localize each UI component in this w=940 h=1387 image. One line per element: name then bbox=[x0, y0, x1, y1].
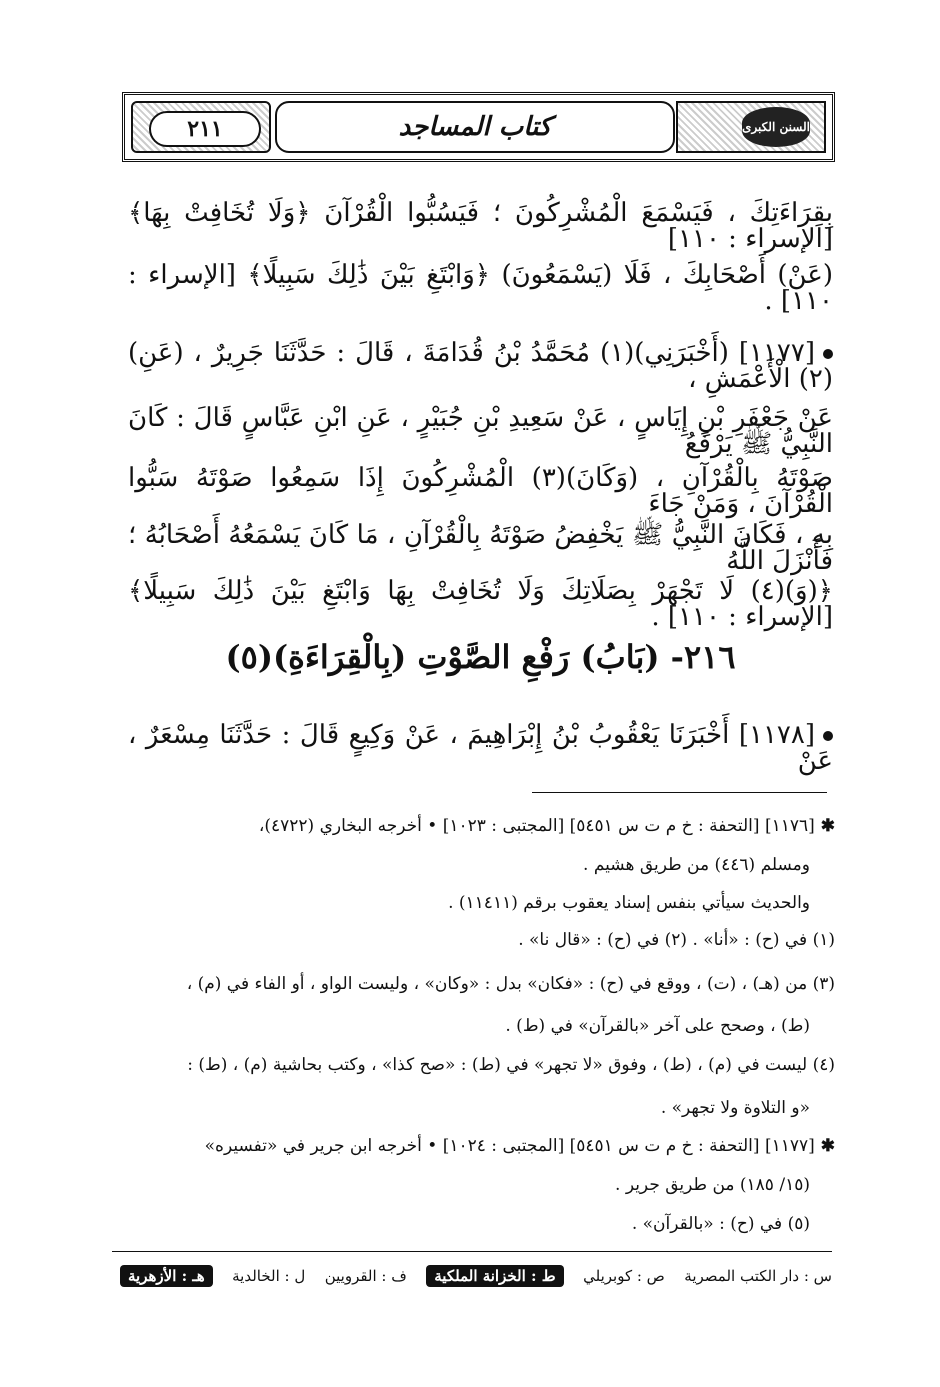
footnote-line: والحديث سيأتي بنفس إسناد يعقوب برقم (١١٤١١) . bbox=[448, 893, 810, 913]
page-number: ٢١١ bbox=[149, 111, 261, 147]
manuscript-legend bbox=[120, 1265, 832, 1287]
main-line-2: (عَنْ) أَصْحَابِكَ ، فَلَا (يَسْمَعُونَ) ﴿وَابْتَغِ بَيْنَ ذَٰلِكَ سَبِيلًا﴾ [الإسراء : ١١٠] . bbox=[128, 260, 833, 316]
book-title: كتاب المساجد bbox=[275, 101, 675, 153]
bullet-icon bbox=[823, 731, 833, 741]
footnote-text: [١١٧٧] [التحفة : خ م ت س ٥٤٥١] [المجتبى : ١٠٢٤] • أخرجه ابن جرير في «تفسيره» bbox=[204, 1136, 815, 1156]
footnote-3: (٣) من (هـ) ، (ت) ، ووقع في (ح) : «فكان» بدل : «وكان» ، وليست الواو ، أو الفاء في (م) ، bbox=[186, 974, 835, 994]
footnote-1176 bbox=[135, 818, 835, 835]
main-line-1: بِقِرَاءَتِكَ ، فَيَسْمَعَ الْمُشْرِكُونَ ؛ فَيَسُبُّوا الْقُرْآنَ ﴿وَلَا تُخَافِتْ بِهَا﴾ [الإسراء : ١١٠] bbox=[128, 198, 833, 254]
hadith-1178-line-1 bbox=[128, 722, 833, 774]
bullet-icon bbox=[823, 349, 833, 359]
page-header bbox=[122, 92, 835, 162]
hadith-1177-line-3: صَوْتَهُ بِالْقُرْآنِ ، (وَكَانَ)(٣) الْمُشْرِكُونَ إِذَا سَمِعُوا صَوْتَهُ سَبُّوا الْقُرْآنَ ، وَمَنْ جَاءَ bbox=[128, 463, 833, 519]
hadith-1177-line-5: ﴿(وَ)(٤) لَا تَجْهَرْ بِصَلَاتِكَ وَلَا تُخَافِتْ بِهَا وَابْتَغِ بَيْنَ ذَٰلِكَ سَبِيلًا﴾ [الإسراء : ١١٠] . bbox=[128, 576, 833, 632]
hadith-1177-line-4: بِهِ ، فَكَانَ النَّبِيُّ ﷺ يَخْفِضُ صَوْتَهُ بِالْقُرْآنِ ، مَا كَانَ يَسْمَعُهُ أَصْحَابُهُ ؛ فَأَنْزَلَ اللَّهُ bbox=[128, 520, 833, 576]
footnote-4: (٤) ليست في (م) ، (ط) ، وفوق «لا تجهر» في (ط) : «صح كذا» ، وكتب بحاشية (م) ، (ط) : bbox=[187, 1055, 835, 1075]
footnote-divider bbox=[532, 792, 827, 793]
legend-fa: ف : القرويين bbox=[324, 1267, 407, 1285]
legend-sad: ص : كوبريلي bbox=[583, 1267, 665, 1285]
legend-s: س : دار الكتب المصرية bbox=[684, 1267, 832, 1285]
footnote-1-2: (١) في (ح) : «أنا» . (٢) في (ح) : «قال نا» . bbox=[518, 930, 835, 950]
asterisk-icon: ✱ bbox=[820, 816, 835, 836]
asterisk-icon: ✱ bbox=[820, 1136, 835, 1156]
legend-ta: ط : الخزانة الملكية bbox=[426, 1265, 563, 1287]
page-number-frame bbox=[131, 101, 271, 153]
footnote-1177 bbox=[135, 1138, 835, 1155]
footnote-line: (ط) ، وصحح على آخر «بالقرآن» في (ط) . bbox=[505, 1016, 810, 1036]
legend-divider bbox=[112, 1251, 832, 1252]
legend-ha: هـ : الأزهرية bbox=[120, 1265, 213, 1287]
hadith-1177-line-1 bbox=[128, 340, 833, 392]
footnote-text: [١١٧٦] [التحفة : خ م ت س ٥٤٥١] [المجتبى : ١٠٢٣] • أخرجه البخاري (٤٧٢٢)، bbox=[258, 816, 815, 836]
footnote-5: (٥) في (ح) : «بالقرآن» . bbox=[631, 1214, 810, 1234]
hadith-1178-text: [١١٧٨] أَخْبَرَنَا يَعْقُوبُ بْنُ إِبْرَاهِيمَ ، عَنْ وَكِيعٍ قَالَ : حَدَّثَنَا مِسْعَرٌ ، عَنْ bbox=[128, 720, 833, 776]
footnote-line: (١٥/ ١٨٥) من طريق جرير . bbox=[615, 1175, 810, 1195]
chapter-heading: ٢١٦- (بَابُ) رَفْعِ الصَّوْتِ (بِالْقِرَاءَةِ)(٥) bbox=[225, 638, 736, 676]
logo-frame bbox=[676, 101, 826, 153]
book-logo: السنن الكبرى bbox=[742, 107, 810, 147]
footnote-line: «و التلاوة ولا تجهر» . bbox=[660, 1098, 810, 1118]
hadith-1177-text: [١١٧٧] (أَخْبَرَنِي)(١) مُحَمَّدُ بْنُ قُدَامَةَ ، قَالَ : حَدَّثَنَا جَرِيرٌ ، (عَنِ)(٢) الْأَعْمَشِ ، bbox=[128, 338, 833, 394]
hadith-1177-line-2: عَنْ جَعْفَرِ بْنِ إِيَاسٍ ، عَنْ سَعِيدِ بْنِ جُبَيْرٍ ، عَنِ ابْنِ عَبَّاسٍ قَالَ : كَانَ النَّبِيُّ ﷺ يَرْفَعُ bbox=[128, 403, 833, 459]
footnote-line: ومسلم (٤٤٦) من طريق هشيم . bbox=[583, 855, 810, 875]
legend-lam: ل : الخالدية bbox=[232, 1267, 306, 1285]
